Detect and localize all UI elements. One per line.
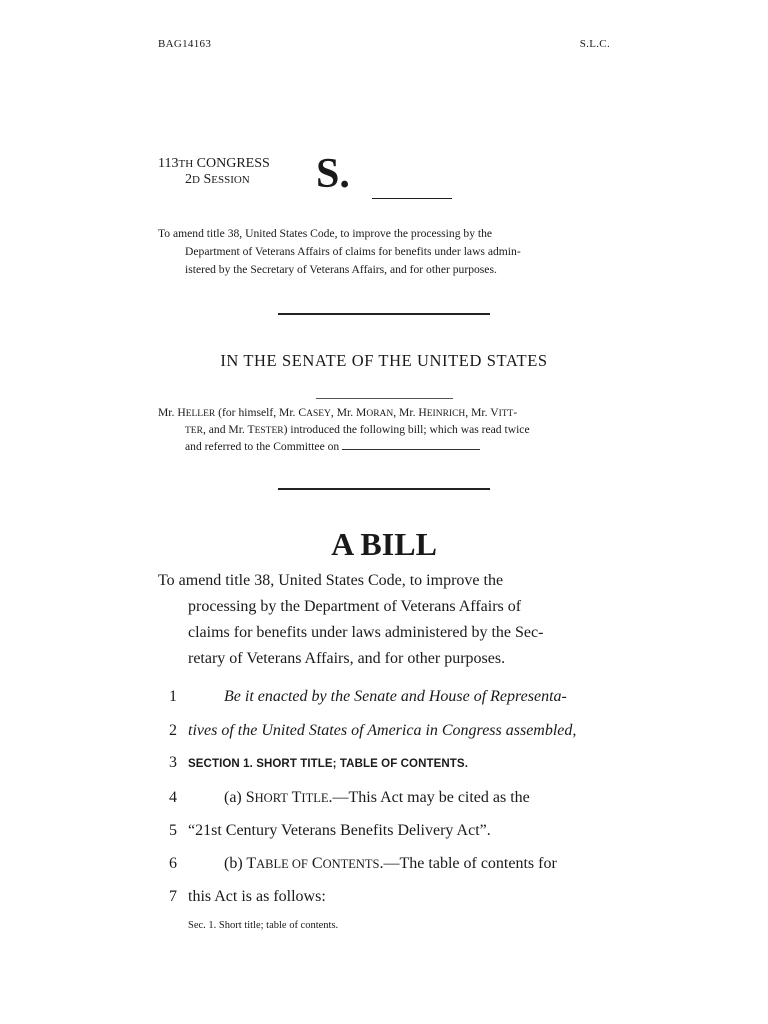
text-run: .—The table of contents for bbox=[379, 855, 557, 872]
line-number: 7 bbox=[169, 888, 177, 905]
text-run: , and Mr. T bbox=[202, 423, 255, 436]
summary-line: Department of Veterans Affairs of claims for benefits under laws admin- bbox=[185, 245, 521, 258]
session-number bbox=[185, 172, 250, 188]
text-run: (a) S bbox=[224, 789, 255, 806]
bill-title: A BILL bbox=[331, 526, 437, 562]
text-run: , Mr. M bbox=[330, 406, 367, 419]
divider-rule-thin bbox=[316, 398, 453, 399]
slc-label: S.L.C. bbox=[579, 38, 610, 50]
toc-intro-line: this Act is as follows: bbox=[188, 888, 326, 905]
purpose-line: processing by the Department of Veterans Affairs of bbox=[188, 598, 522, 615]
text-run: (b) T bbox=[224, 855, 257, 872]
line-number: 1 bbox=[169, 688, 177, 705]
purpose-line: retary of Veterans Affairs, and for other purposes. bbox=[188, 650, 506, 667]
committee-text: and referred to the Committee on bbox=[185, 440, 340, 453]
section-heading: SECTION 1. SHORT TITLE; TABLE OF CONTENTS. bbox=[188, 758, 468, 770]
divider-rule bbox=[278, 488, 490, 490]
purpose-line: To amend title 38, United States Code, to improve the bbox=[158, 572, 504, 589]
line-number: 5 bbox=[169, 822, 177, 839]
bill-prefix: S. bbox=[316, 151, 350, 197]
line-number: 2 bbox=[169, 722, 177, 739]
line-number: 4 bbox=[169, 789, 177, 806]
summary-line: To amend title 38, United States Code, to improve the processing by the bbox=[158, 227, 493, 240]
document-id: BAG14163 bbox=[158, 38, 212, 50]
line-number: 3 bbox=[169, 754, 177, 771]
congress-word: CONGRESS bbox=[196, 156, 270, 171]
small-caps-run: EINRICH bbox=[426, 409, 466, 419]
line-number: 6 bbox=[169, 855, 177, 872]
small-caps-run: ITT bbox=[498, 409, 514, 419]
text-run: T bbox=[287, 789, 302, 806]
text-run: .—This Act may be cited as the bbox=[328, 789, 530, 806]
text-run: ABLE OF bbox=[256, 857, 308, 871]
text-run: (for himself, Mr. C bbox=[215, 406, 307, 419]
enacting-clause: tives of the United States of America in Congress assembled, bbox=[188, 722, 577, 739]
small-caps-run: TER bbox=[185, 426, 203, 436]
small-caps-run: ORAN bbox=[366, 409, 394, 419]
committee-referral bbox=[185, 438, 480, 455]
congress-num: 113 bbox=[158, 156, 179, 171]
text-run: Mr. H bbox=[158, 406, 186, 419]
text-run: C bbox=[307, 855, 323, 872]
text-run: , Mr. H bbox=[393, 406, 427, 419]
divider-rule bbox=[278, 313, 490, 315]
bill-number-blank bbox=[372, 198, 452, 199]
session-num: 2 bbox=[185, 172, 192, 187]
small-caps-run: ELLER bbox=[185, 409, 216, 419]
congress-number bbox=[158, 156, 270, 172]
short-title-line: “21st Century Veterans Benefits Delivery Act”. bbox=[188, 822, 491, 839]
congress-suffix: TH bbox=[178, 158, 194, 170]
session-suffix: D bbox=[192, 174, 200, 186]
small-caps-run: ASEY bbox=[306, 409, 331, 419]
summary-line: istered by the Secretary of Veterans Affairs, and for other purposes. bbox=[185, 263, 497, 276]
purpose-line: claims for benefits under laws administered by the Sec- bbox=[188, 624, 544, 641]
text-run: ) introduced the following bill; which was read twice bbox=[283, 423, 530, 436]
short-title-line bbox=[224, 785, 530, 811]
small-caps-run: ESTER bbox=[254, 426, 284, 436]
chamber-heading: IN THE SENATE OF THE UNITED STATES bbox=[220, 351, 548, 370]
text-run: ONTENTS bbox=[322, 857, 380, 871]
committee-blank bbox=[342, 441, 480, 450]
toc-entry: Sec. 1. Short title; table of contents. bbox=[188, 920, 339, 931]
toc-intro-line bbox=[224, 851, 557, 877]
text-run: HORT bbox=[254, 791, 288, 805]
text-run: , Mr. V bbox=[465, 406, 499, 419]
session-initial: S bbox=[203, 172, 212, 187]
text-run: ITLE bbox=[301, 791, 329, 805]
enacting-clause: Be it enacted by the Senate and House of Representa- bbox=[224, 688, 567, 705]
session-rest: ESSION bbox=[211, 174, 250, 186]
text-run: - bbox=[513, 406, 518, 419]
